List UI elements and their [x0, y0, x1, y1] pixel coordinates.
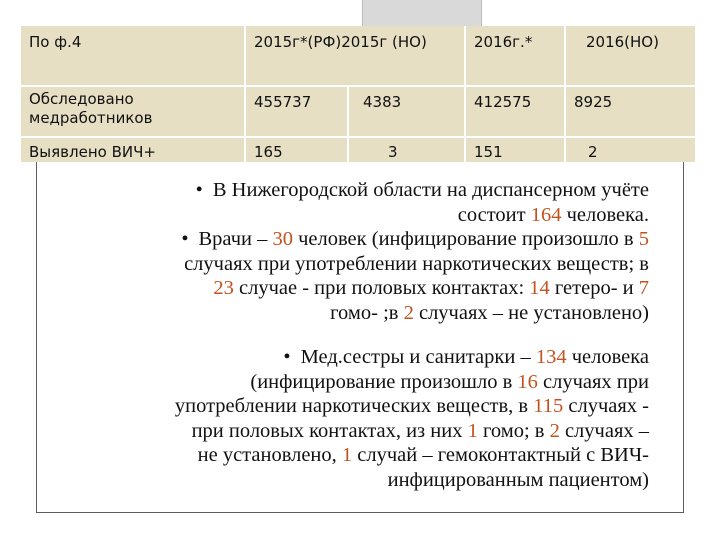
text-line: [175, 394, 649, 419]
table-cell: 455737: [254, 92, 312, 111]
table-cell: 2: [588, 142, 598, 161]
text-segment: гомо; в: [477, 419, 550, 442]
text-segment: Мед.сестры и санитарки –: [300, 346, 536, 368]
highlighted-number: 1: [341, 444, 353, 466]
highlighted-number: 7: [638, 277, 649, 299]
highlighted-number: 2: [549, 419, 560, 442]
text-line: [181, 227, 649, 252]
bullet-icon: •: [283, 346, 291, 368]
text-segment: случаях -: [563, 395, 649, 417]
text-segment: (инфицирование произошло в: [250, 370, 518, 393]
highlighted-number: 5: [638, 228, 649, 250]
text-segment: случаях – не установлено): [413, 301, 649, 324]
highlighted-number: 16: [517, 370, 538, 393]
text-line: [196, 203, 649, 228]
text-segment: случаях при: [537, 370, 649, 393]
text-line: [196, 178, 649, 203]
text-line: [175, 443, 649, 468]
paragraph-region-total: [196, 178, 649, 227]
text-segment: случаях –: [559, 419, 649, 442]
text-line: [181, 301, 649, 326]
text-content-box: [36, 162, 684, 513]
text-line: [175, 468, 649, 493]
text-segment: человека: [566, 346, 649, 368]
header-cell: 2016(НО): [586, 33, 659, 51]
row-label: Выявлено ВИЧ+: [29, 142, 156, 161]
text-segment: В Нижегородской области на диспансерном учёте: [212, 179, 649, 201]
table-cell: 412575: [474, 92, 532, 111]
text-segment: гомо- ;в: [330, 301, 404, 324]
table-row: [21, 86, 695, 137]
text-line: [175, 345, 649, 370]
statistics-table: [21, 26, 695, 162]
table-cell: 4383: [363, 92, 402, 111]
highlighted-number: 1: [467, 419, 478, 442]
text-segment: инфицированным пациентом): [387, 468, 649, 491]
table-cell: 3: [388, 142, 398, 161]
header-cell: 2016г.*: [474, 33, 533, 51]
text-segment: человек (инфицирование произошло в: [292, 228, 639, 250]
text-segment: состоит: [457, 203, 531, 226]
paragraph-nurses: [175, 345, 649, 492]
text-segment: не установлено,: [197, 444, 342, 466]
text-segment: Врачи –: [198, 228, 273, 250]
bullet-icon: •: [195, 179, 203, 201]
text-line: [181, 252, 649, 277]
highlighted-number: 164: [530, 203, 562, 226]
header-cell: 2015г*(РФ)2015г (НО): [254, 33, 427, 51]
text-segment: случай – гемоконтактный с ВИЧ-: [352, 444, 649, 466]
text-segment: случае - при половых контактах:: [233, 277, 530, 299]
bullet-icon: •: [181, 228, 189, 250]
table-cell: 8925: [574, 92, 613, 111]
highlighted-number: 2: [403, 301, 414, 324]
table-header-row: [21, 26, 695, 86]
text-line: [175, 370, 649, 395]
decorative-tab: [362, 0, 482, 27]
paragraph-doctors: [181, 227, 649, 325]
row-label: Обследовано медработников: [29, 89, 153, 127]
text-line: [181, 276, 649, 301]
text-segment: человека.: [561, 203, 649, 226]
table-cell: 151: [474, 142, 503, 161]
highlighted-number: 134: [535, 346, 567, 368]
highlighted-number: 115: [533, 395, 564, 417]
text-segment: гетеро- и: [549, 277, 639, 299]
text-segment: случаях при употреблении наркотических веществ; в: [184, 252, 649, 275]
highlighted-number: 14: [529, 277, 550, 299]
table-cell: 165: [254, 142, 283, 161]
table-row: [21, 137, 695, 162]
header-cell: По ф.4: [29, 33, 82, 51]
highlighted-number: 23: [213, 277, 234, 299]
text-segment: употреблении наркотических веществ, в: [174, 395, 534, 417]
text-line: [175, 419, 649, 444]
text-segment: при половых контактах, из них: [191, 419, 468, 442]
highlighted-number: 30: [272, 228, 293, 250]
